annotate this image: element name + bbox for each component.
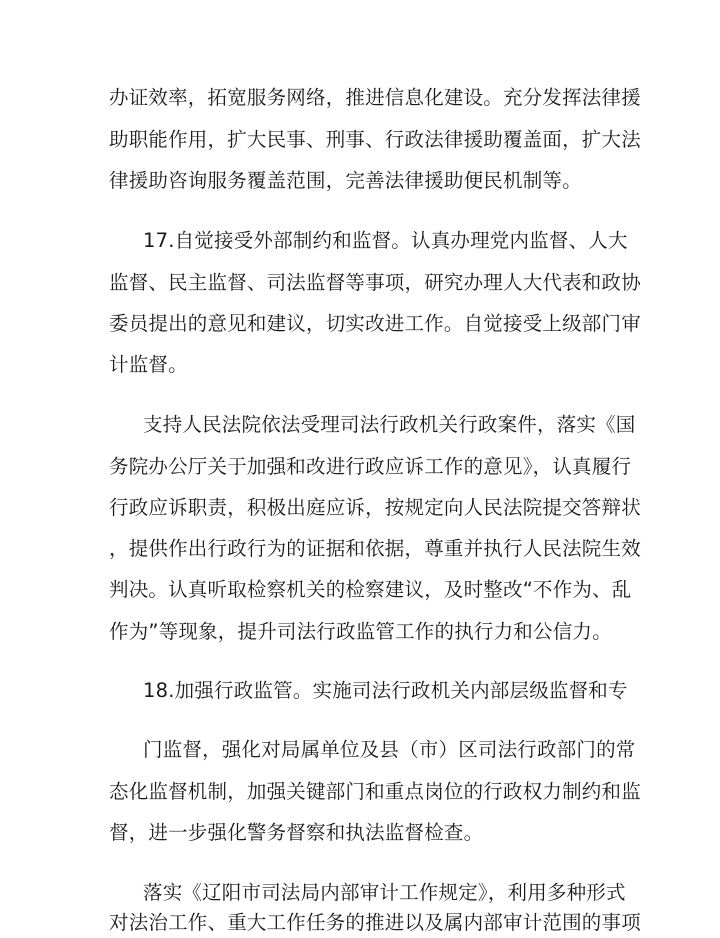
text-line: [0, 777, 720, 807]
text-line-content: 律援助咨询服务覆盖范围，完善法律援助便民机制等。: [109, 169, 582, 192]
text-line-content: 务院办公厅关于加强和改进行政应诉工作的意见》，认真履行: [109, 455, 632, 478]
text-line: [0, 83, 720, 113]
text-line-content: ，提供作出行政行为的证据和依据，尊重并执行人民法院生效: [109, 537, 641, 560]
text-line: [0, 735, 720, 765]
text-line: [0, 125, 720, 155]
text-line: [0, 676, 720, 706]
text-line-content: 办证效率，拓宽服务网络，推进信息化建设。充分发挥法律援: [109, 86, 641, 109]
text-line: [0, 452, 720, 482]
text-line-content: 行政应诉职责，积极出庭应诉，按规定向人民法院提交答辩状: [109, 496, 641, 519]
text-line: [0, 166, 720, 196]
text-line: [0, 818, 720, 848]
text-line: [0, 410, 720, 440]
text-line-content: 助职能作用，扩大民事、刑事、行政法律援助覆盖面，扩大法: [109, 128, 641, 151]
text-line-content: 门监督，强化对局属单位及县（市）区司法行政部门的常: [143, 738, 636, 761]
text-line: [0, 226, 720, 256]
text-line-content: 判决。认真听取检察机关的检察建议，及时整改“不作为、乱: [109, 578, 632, 601]
text-line-content: 落实《辽阳市司法局内部审计工作规定》，利用多种形式: [143, 881, 626, 904]
text-line: [0, 908, 720, 938]
text-line: [0, 575, 720, 605]
text-line-content: 计监督。: [109, 353, 188, 376]
text-line-content: 督，进一步强化警务督察和执法监督检查。: [109, 821, 484, 844]
text-line-content: 委员提出的意见和建议，切实改进工作。自觉接受上级部门审: [109, 312, 641, 335]
text-line: [0, 617, 720, 647]
text-line: [0, 878, 720, 908]
text-line-content: 态化监督机制，加强关键部门和重点岗位的行政权力制约和监: [109, 780, 641, 803]
text-line-content: 监督、民主监督、司法监督等事项，研究办理人大代表和政协: [109, 271, 641, 294]
text-line-content: 18.加强行政监管。实施司法行政机关内部层级监督和专: [143, 679, 628, 702]
text-line: [0, 493, 720, 523]
text-line: [0, 534, 720, 564]
text-line-content: 作为”等现象，提升司法行政监管工作的执行力和公信力。: [109, 620, 612, 643]
text-line: [0, 350, 720, 380]
text-line: [0, 309, 720, 339]
text-line-content: 17.自觉接受外部制约和监督。认真办理党内监督、人大: [143, 229, 628, 252]
text-line-content: 支持人民法院依法受理司法行政机关行政案件，落实《国: [143, 413, 636, 436]
text-line-content: 对法治工作、重大工作任务的推进以及属内部审计范围的事项: [109, 911, 641, 934]
text-line: [0, 268, 720, 298]
